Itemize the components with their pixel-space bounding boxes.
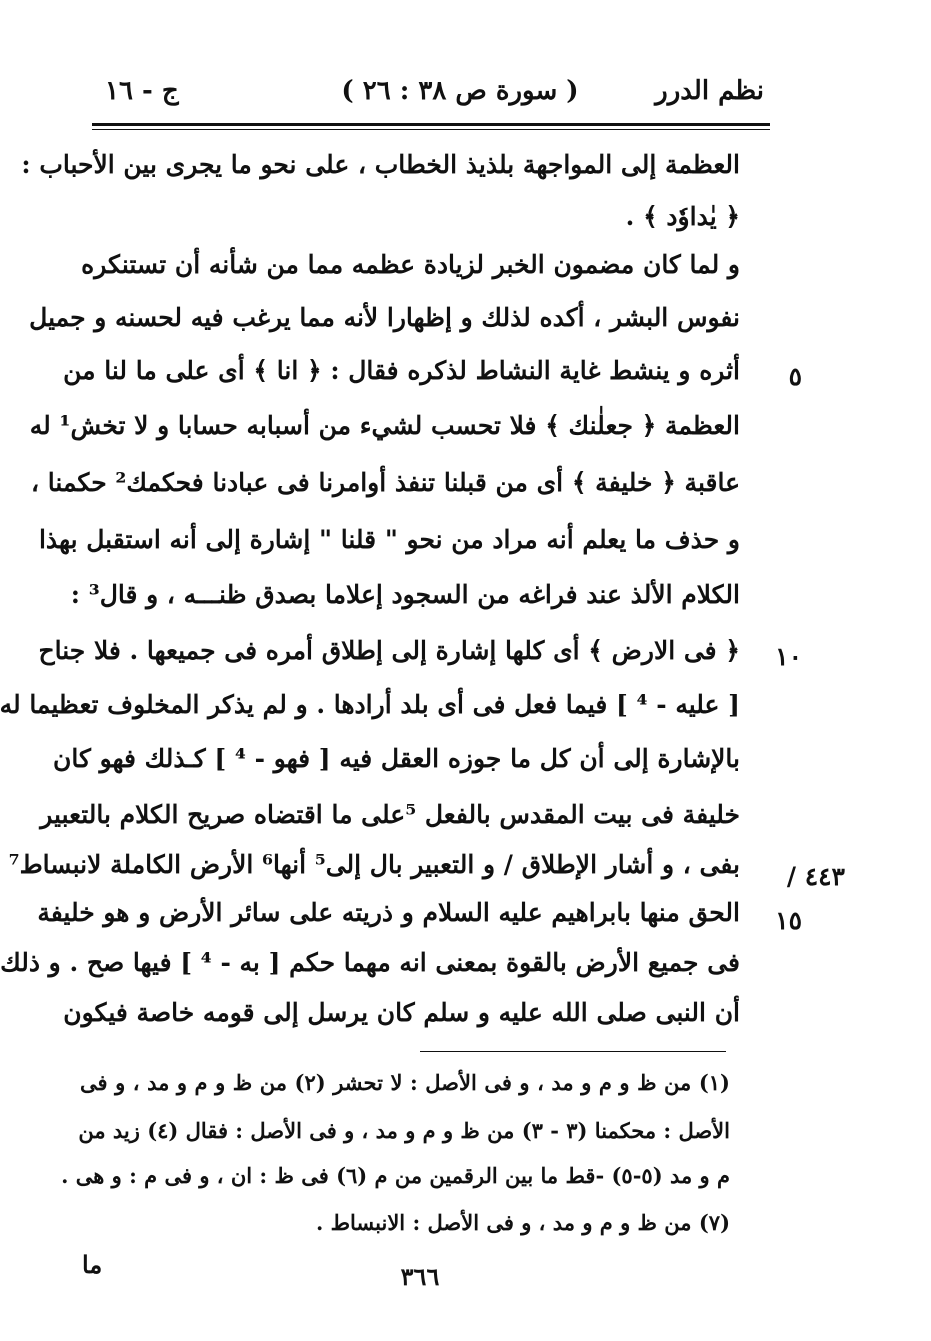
text-line: نفوس البشر ، أكده لذلك و إظهارا لأنه مما يرغب فيه لحسنه و جميل	[29, 303, 740, 332]
line-number: ١٥	[775, 906, 802, 935]
footnote-separator	[420, 1051, 726, 1052]
text-line: و حذف ما يعلم أنه مراد من نحو " قلنا " إشارة إلى أنه استقبل بهذا	[38, 525, 740, 554]
footnote-line: (٧) من ظ و م و مد ، و فى الأصل : الانبساط .	[315, 1210, 730, 1235]
text-line: أثره و ينشط غاية النشاط لذكره فقال : ﴿ انا ﴾ أى على ما لنا من	[63, 356, 740, 385]
text-line: أن النبى صلى الله عليه و سلم كان يرسل إلى قومه خاصة فيكون	[63, 998, 740, 1027]
running-head-volume: ج - ١٦	[105, 76, 179, 106]
header-rule	[92, 123, 770, 126]
text-line: فى جميع الأرض بالقوة بمعنى انه مهما حكم [ به - ⁴ ] فيها صح . و ذلك	[0, 948, 740, 977]
line-number: ٥	[788, 362, 802, 391]
text-line: ﴿ يٰداوٗد ﴾ .	[625, 202, 740, 231]
text-line: بفى ، و أشار الإطلاق / و التعبير بال إلى⁵ أنها⁶ الأرض الكاملة لانبساط⁷	[8, 850, 740, 879]
footnote-line: م و مد (٥-٥) -قط ما بين الرقمين من م (٦) فى ظ : ان ، و فى م : و هى .	[61, 1163, 730, 1188]
text-line: الحق منها بابراهيم عليه السلام و ذريته على سائر الأرض و هو خليفة	[37, 898, 740, 927]
running-head-book-title: نظم الدرر	[655, 76, 764, 106]
catchword: ما	[82, 1250, 103, 1279]
manuscript-folio-marker: ٤٤٣ /	[786, 862, 845, 891]
page-number: ٣٦٦	[400, 1262, 440, 1291]
text-line: العظمة إلى المواجهة بلذيذ الخطاب ، على نحو ما يجرى بين الأحباب :	[21, 150, 740, 179]
text-line: عاقبة ﴿ خليفة ﴾ أى من قبلنا تنفذ أوامرنا فى عبادنا فحكمك² حكمنا ،	[31, 468, 740, 497]
text-line: العظمة ﴿ جعلٰنك ﴾ فلا تحسب لشيء من أسبابه حسابا و لا تخش¹ له	[29, 411, 740, 440]
footnote-line: (١) من ظ و م و مد ، و فى الأصل : لا تحشر (٢) من ظ و م و مد ، و فى	[80, 1070, 730, 1095]
text-line: و لما كان مضمون الخبر لزيادة عظمه مما من شأنه أن تستنكره	[81, 250, 740, 279]
text-line: [ عليه - ⁴ ] فيما فعل فى أى بلد أرادها . و لم يذكر المخلوف تعظيما له	[0, 690, 740, 719]
footnote-line: الأصل : محكمنا (٣ - ٣) من ظ و م و مد ، و فى الأصل : فقال (٤) زيد من	[78, 1118, 730, 1143]
text-line: الكلام الألذ عند فراغه من السجود إعلاما بصدق ظنـــه ، و قال³ :	[70, 580, 740, 609]
line-number: ١٠	[775, 642, 802, 671]
text-line: بالإشارة إلى أن كل ما جوزه العقل فيه [ فهو - ⁴ ] كـذلك فهو كان	[53, 744, 740, 773]
running-head-surah-reference: ( سورة ص ٣٨ : ٢٦ )	[341, 76, 579, 106]
header-rule-thin	[92, 129, 770, 130]
text-line: ﴿ فى الارض ﴾ أى كلها إشارة إلى إطلاق أمره فى جميعها . فلا جناح	[38, 636, 740, 665]
text-line: خليفة فى بيت المقدس بالفعل ⁵على ما اقتضاه صريح الكلام بالتعبير	[40, 800, 740, 829]
